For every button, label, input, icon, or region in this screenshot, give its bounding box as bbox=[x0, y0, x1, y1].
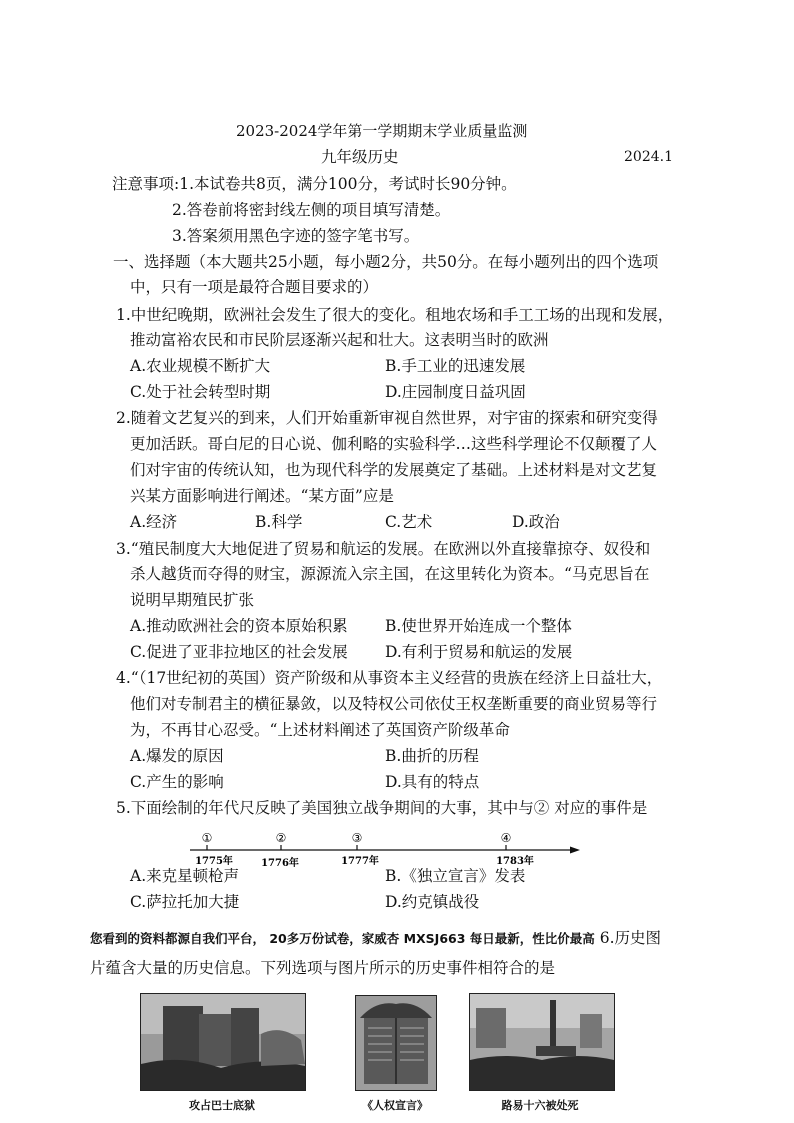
exam-title: 2023-2024学年第一学期期末学业质量监测 bbox=[236, 122, 528, 140]
timeline-year-3: 1777年 bbox=[341, 856, 379, 867]
q3-option-b[interactable]: B.使世界开始连成一个整体 bbox=[385, 617, 572, 635]
q3-stem-2: 杀人越货而夺得的财宝，源源流入宗主国，在这里转化为资本。“马克思旨在 bbox=[130, 565, 650, 583]
q1-option-b[interactable]: B.手工业的迅速发展 bbox=[385, 357, 526, 375]
q2-stem-1: 2.随着文艺复兴的到来，人们开始重新审视自然世界，对宇宙的探索和研究变得 bbox=[116, 409, 658, 427]
timeline-year-2: 1776年 bbox=[261, 858, 299, 869]
timeline-symbol-3: ③ bbox=[351, 831, 363, 845]
caption-execution: 路易十六被处死 bbox=[501, 1099, 579, 1112]
q2-option-d[interactable]: D.政治 bbox=[512, 513, 560, 531]
q4-stem-1: 4.“（17世纪初的英国）资产阶级和从事资本主义经营的贵族在经济上日益壮大， bbox=[116, 669, 663, 687]
q4-option-d[interactable]: D.具有的特点 bbox=[385, 773, 480, 791]
section-heading-line1: 一、选择题（本大题共25小题，每小题2分，共50分。在每小题列出的四个选项 bbox=[113, 253, 659, 271]
timeline-mark-4 bbox=[496, 831, 534, 867]
timeline-mark-1 bbox=[195, 831, 233, 867]
q1-option-c[interactable]: C.处于社会转型时期 bbox=[130, 383, 271, 401]
q1-option-a[interactable]: A.农业规模不断扩大 bbox=[130, 357, 271, 375]
caption-bastille: 攻占巴士底狱 bbox=[189, 1099, 255, 1112]
q1-stem-2: 推动富裕农民和市民阶层逐渐兴起和壮大。这表明当时的欧洲 bbox=[130, 331, 549, 349]
q3-option-a[interactable]: A.推动欧洲社会的资本原始积累 bbox=[130, 617, 348, 635]
q5-option-d[interactable]: D.约克镇战役 bbox=[385, 893, 480, 911]
timeline-year-1: 1775年 bbox=[195, 856, 233, 867]
q6-stem-start: 6.历史图 bbox=[599, 929, 662, 947]
declaration-rights-image bbox=[355, 995, 437, 1091]
promo-text: 您看到的资料都源自我们平台， 20多万份试卷，家威杏 MXSJ663 每日最新，性比价最高 bbox=[90, 931, 595, 946]
q1-stem-1: 1.中世纪晚期，欧洲社会发生了很大的变化。租地农场和手工工场的出现和发展， bbox=[116, 306, 674, 324]
q3-option-c[interactable]: C.促进了亚非拉地区的社会发展 bbox=[130, 643, 348, 661]
q5-option-a[interactable]: A.来克星顿枪声 bbox=[130, 867, 240, 885]
q4-option-a[interactable]: A.爆发的原因 bbox=[130, 747, 224, 765]
timeline-year-4: 1783年 bbox=[496, 856, 534, 867]
q2-option-c[interactable]: C.艺术 bbox=[385, 513, 433, 531]
note-2: 2.答卷前将密封线左侧的项目填写清楚。 bbox=[172, 201, 451, 219]
q3-stem-3: 说明早期殖民扩张 bbox=[130, 591, 255, 609]
promo-line bbox=[90, 928, 661, 949]
timeline-symbol-2: ② bbox=[275, 831, 287, 845]
q2-stem-4: 兴某方面影响进行阐述。“某方面”应是 bbox=[130, 487, 394, 505]
q2-stem-3: 们对宇宙的传统认知，也为现代科学的发展奠定了基础。上述材料是对文艺复 bbox=[130, 461, 658, 479]
timeline-symbol-1: ① bbox=[201, 831, 213, 845]
louis-execution-image bbox=[469, 993, 615, 1091]
q3-stem-1: 3.“殖民制度大大地促进了贸易和航运的发展。在欧洲以外直接靠掠夺、奴役和 bbox=[116, 540, 651, 558]
section-heading-line2: 中，只有一项是最符合题目要求的） bbox=[130, 278, 379, 296]
timeline-arrow bbox=[570, 847, 580, 854]
exam-date: 2024.1 bbox=[624, 149, 673, 165]
q5-option-b[interactable]: B.《独立宣言》发表 bbox=[385, 867, 526, 885]
storming-bastille-image bbox=[140, 993, 306, 1091]
q4-stem-3: 为，不再甘心忍受。“上述材料阐述了英国资产阶级革命 bbox=[130, 721, 510, 739]
q3-option-d[interactable]: D.有利于贸易和航运的发展 bbox=[385, 643, 573, 661]
q6-stem-2: 片蕴含大量的历史信息。下列选项与图片所示的历史事件相符合的是 bbox=[90, 959, 556, 977]
q2-option-a[interactable]: A.经济 bbox=[130, 513, 178, 531]
q4-option-b[interactable]: B.曲折的历程 bbox=[385, 747, 479, 765]
q2-stem-2: 更加活跃。哥白尼的日心说、伽利略的实验科学…这些科学理论不仅颠覆了人 bbox=[130, 435, 658, 453]
q5-option-c[interactable]: C.萨拉托加大捷 bbox=[130, 893, 240, 911]
q4-stem-2: 他们对专制君主的横征暴敛，以及特权公司依仗王权垄断重要的商业贸易等行 bbox=[130, 695, 658, 713]
note-1: 注意事项:1.本试卷共8页，满分100分，考试时长90分钟。 bbox=[112, 175, 517, 193]
q5-stem-1: 5.下面绘制的年代尺反映了美国独立战争期间的大事，其中与② 对应的事件是 bbox=[116, 799, 648, 817]
timeline-symbol-4: ④ bbox=[500, 831, 512, 845]
q2-option-b[interactable]: B.科学 bbox=[255, 513, 303, 531]
q1-option-d[interactable]: D.庄园制度日益巩固 bbox=[385, 383, 526, 401]
caption-declaration: 《人权宣言》 bbox=[362, 1099, 428, 1112]
q4-option-c[interactable]: C.产生的影响 bbox=[130, 773, 224, 791]
timeline-mark-3 bbox=[341, 831, 379, 867]
exam-subject: 九年级历史 bbox=[321, 148, 399, 166]
note-3: 3.答案须用黑色字迹的签字笔书写。 bbox=[172, 227, 420, 245]
